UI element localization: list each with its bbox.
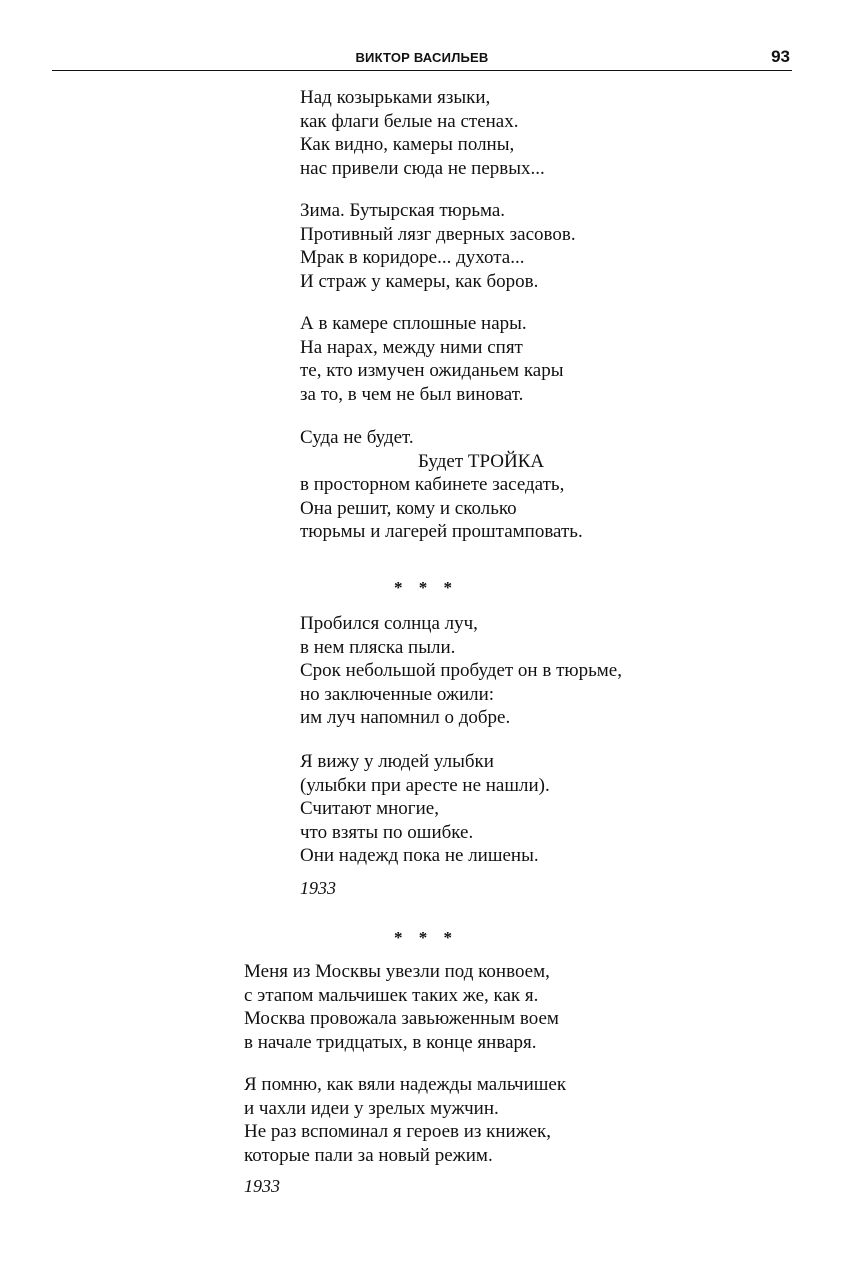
verse-line: Зима. Бутырская тюрьма. [300,200,506,221]
verse-line: Не раз вспоминал я героев из книжек, [244,1121,552,1143]
verse-line: Считают многие, [300,798,439,820]
poem2-stanza-2 [300,750,550,868]
poem1-stanza-3 [300,312,563,406]
verse-line-indented: Будет ТРОЙКА [418,450,545,472]
verse-line: что взяты по ошибке. [300,821,474,843]
verse-line: Они надежд пока не лишены. [300,845,539,867]
poem3-stanza-2 [244,1073,566,1167]
verse-line: за то, в чем не был виноват. [300,383,524,405]
verse-line: в просторном кабинете заседать, [300,474,565,496]
verse-line: им луч напомнил о добре. [300,707,511,729]
page-number: 93 [771,47,790,66]
verse-line: Меня из Москвы увезли под конвоем, [244,961,550,982]
verse-line: Она решит, кому и сколько [300,497,517,519]
verse-line: На нарах, между ними спят [300,336,523,358]
section-separator: * * * [394,928,458,947]
poem1-stanza-2 [300,199,576,293]
running-title: ВИКТОР ВАСИЛЬЕВ [355,50,489,65]
section-separator: * * * [394,578,458,597]
verse-line: те, кто измучен ожиданьем кары [300,360,564,382]
verse-line: но заключенные ожили: [300,683,495,705]
running-head [52,48,792,71]
poem2-date: 1933 [300,878,336,898]
verse-line: Противный лязг дверных засовов. [300,223,576,245]
verse-line: и чахли идеи у зрелых мужчин. [244,1097,499,1119]
poem1-stanza-1 [300,86,545,180]
verse-line: в начале тридцатых, в конце января. [244,1031,537,1053]
poem3-stanza-1 [244,960,559,1054]
verse-line: Над козырьками языки, [300,87,491,108]
verse-line: в нем пляска пыли. [300,636,456,658]
verse-line: которые пали за новый режим. [244,1144,493,1166]
verse-line: Как видно, камеры полны, [300,134,515,156]
verse-line: Я вижу у людей улыбки [300,751,494,772]
verse-line: Пробился солнца луч, [300,613,478,634]
verse-line: с этапом мальчишек таких же, как я. [244,984,539,1006]
verse-line: Суда не будет. [300,427,414,448]
verse-line: И страж у камеры, как боров. [300,270,539,292]
poem1-stanza-4 [300,426,583,544]
verse-line: нас привели сюда не первых... [300,157,545,179]
verse-line: Я помню, как вяли надежды мальчишек [244,1074,567,1095]
verse-line: как флаги белые на стенах. [300,110,519,132]
verse-line: (улыбки при аресте не нашли). [300,774,550,796]
verse-line: тюрьмы и лагерей проштамповать. [300,521,583,543]
verse-line: Москва провожала завьюженным воем [244,1008,559,1030]
verse-line: Срок небольшой пробудет он в тюрьме, [300,660,622,682]
verse-line: А в камере сплошные нары. [300,313,527,334]
verse-line: Мрак в коридоре... духота... [300,247,525,269]
poem2-stanza-1 [300,612,622,730]
poem3-date: 1933 [244,1176,280,1196]
